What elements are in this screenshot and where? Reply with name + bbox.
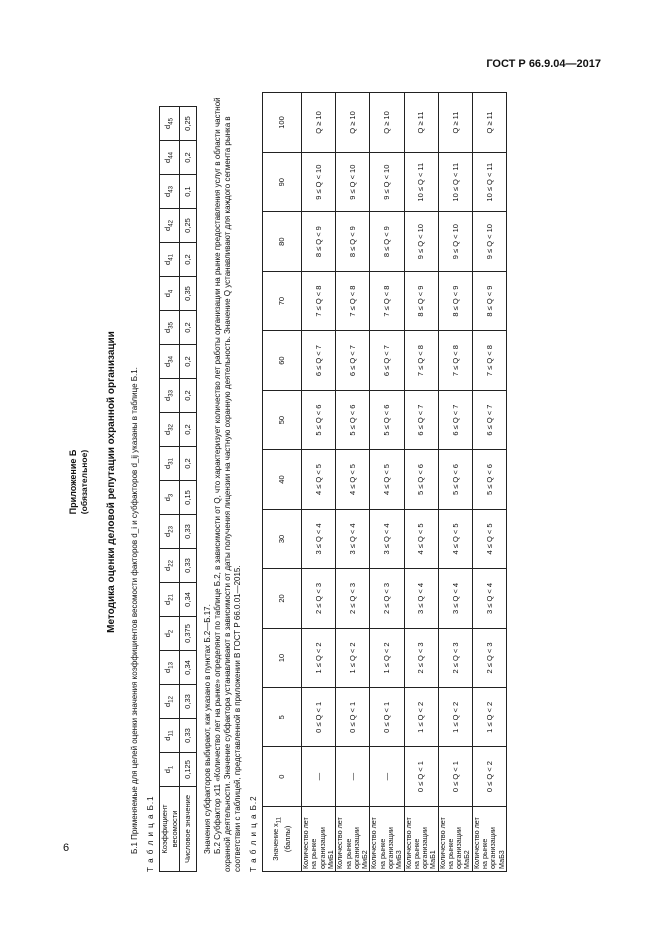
table2-cell: 4 ≤ Q < 5	[404, 509, 438, 568]
rotated-content	[68, 92, 628, 872]
table1-row-value-label: Числовое значение	[180, 787, 197, 872]
table2-cell: 8 ≤ Q < 9	[302, 212, 336, 271]
section-b1-text: Б.1 Применяемые для целей оценки значения коэффициентов весомости факторов d_i и субфакторов d_ij указаны в таблице Б.1.	[130, 367, 140, 854]
table1-col-d42: $d_{42}$	[160, 209, 180, 243]
table2-cell: 3 ≤ Q < 4	[472, 569, 506, 628]
table2-cell: 9 ≤ Q < 10	[370, 152, 404, 211]
table2-cell: 2 ≤ Q < 3	[370, 569, 404, 628]
table1-col-d33: $d_{33}$	[160, 379, 180, 413]
table1-value-d33: 0,2	[180, 379, 197, 413]
table1-value-d13: 0,34	[180, 651, 197, 685]
table2-cell: 3 ≤ Q < 4	[336, 509, 370, 568]
table2-cell: 8 ≤ Q < 9	[404, 271, 438, 330]
table2-row	[438, 93, 472, 872]
table2-cell: 2 ≤ Q < 3	[438, 628, 472, 687]
table2-cell: 6 ≤ Q < 7	[472, 390, 506, 449]
table1-col-d11: $d_{11}$	[160, 719, 180, 753]
table2-cell: 9 ≤ Q < 10	[336, 152, 370, 211]
document-header: ГОСТ Р 66.9.04—2017	[486, 58, 601, 70]
table2-cell: 5 ≤ Q < 6	[302, 390, 336, 449]
table2-score-5: 5	[263, 688, 302, 747]
table2-cell: 4 ≤ Q < 5	[438, 509, 472, 568]
table2-cell: 0 ≤ Q < 2	[472, 747, 506, 806]
table2-cell: 8 ≤ Q < 9	[336, 212, 370, 271]
table1-col-d1: $d_1$	[160, 753, 180, 787]
table2-cell: 10 ≤ Q < 11	[438, 152, 472, 211]
table2-cell: 1 ≤ Q < 2	[404, 688, 438, 747]
table2-cell: 2 ≤ Q < 3	[472, 628, 506, 687]
table2-cell: 4 ≤ Q < 5	[336, 450, 370, 509]
table2-cell: 0 ≤ Q < 1	[438, 747, 472, 806]
table2-score-50: 50	[263, 390, 302, 449]
table2-cell: 9 ≤ Q < 10	[302, 152, 336, 211]
table2-score-80: 80	[263, 212, 302, 271]
table2-cell: 3 ≤ Q < 4	[404, 569, 438, 628]
table1-value-d4: 0,35	[180, 277, 197, 311]
table1-col-d22: $d_{22}$	[160, 549, 180, 583]
table2-cell: 10 ≤ Q < 11	[472, 152, 506, 211]
table1-value-d43: 0,1	[180, 175, 197, 209]
table1-value-d2: 0,375	[180, 617, 197, 651]
table-b2	[262, 92, 507, 872]
table2-cell: Q ≥ 10	[370, 93, 404, 153]
table2-cell: 3 ≤ Q < 4	[370, 509, 404, 568]
table1-col-d44: $d_{44}$	[160, 141, 180, 175]
table2-cell: 4 ≤ Q < 5	[370, 450, 404, 509]
table1-value-d1: 0,125	[180, 753, 197, 787]
table1-col-d4: $d_4$	[160, 277, 180, 311]
table2-cell: 9 ≤ Q < 10	[438, 212, 472, 271]
table2-cell: 5 ≤ Q < 6	[438, 450, 472, 509]
table1-value-d23: 0,33	[180, 515, 197, 549]
table2-cell: 1 ≤ Q < 2	[336, 628, 370, 687]
table1-label: Т а б л и ц а Б.1	[146, 795, 156, 872]
table2-row	[302, 93, 336, 872]
table1-value-d31: 0,2	[180, 447, 197, 481]
table2-cell: 5 ≤ Q < 6	[336, 390, 370, 449]
table2-cell: 0 ≤ Q < 1	[302, 688, 336, 747]
table-b1	[159, 106, 197, 872]
table2-cell: 0 ≤ Q < 1	[404, 747, 438, 806]
table2-score-60: 60	[263, 331, 302, 390]
table2-cell: 8 ≤ Q < 9	[370, 212, 404, 271]
table1-value-d35: 0,2	[180, 311, 197, 345]
table2-cell: 1 ≤ Q < 2	[472, 688, 506, 747]
table1-value-d42: 0,25	[180, 209, 197, 243]
table1-col-d45: $d_{45}$	[160, 107, 180, 141]
table2-cell: 7 ≤ Q < 8	[336, 271, 370, 330]
table2-cell: 8 ≤ Q < 9	[472, 271, 506, 330]
table2-cell: 6 ≤ Q < 7	[302, 331, 336, 390]
table1-col-d32: $d_{32}$	[160, 413, 180, 447]
table2-cell: Q ≥ 11	[472, 93, 506, 153]
table1-col-d41: $d_{41}$	[160, 243, 180, 277]
table2-cell: 5 ≤ Q < 6	[472, 450, 506, 509]
table2-cell: 8 ≤ Q < 9	[438, 271, 472, 330]
table2-cell: Q ≥ 10	[336, 93, 370, 153]
table2-score-10: 10	[263, 628, 302, 687]
table1-value-d22: 0,33	[180, 549, 197, 583]
appendix-title: Приложение Б	[68, 449, 78, 515]
table1-col-d23: $d_{23}$	[160, 515, 180, 549]
table2-label: Т а б л и ц а Б.2	[249, 795, 259, 872]
table2-row-name: Количество лет на рынке организации МиБ2	[336, 806, 370, 871]
table2-cell: 3 ≤ Q < 4	[302, 509, 336, 568]
table2-cell: 7 ≤ Q < 8	[472, 331, 506, 390]
table2-score-40: 40	[263, 450, 302, 509]
table2-cell: 1 ≤ Q < 2	[302, 628, 336, 687]
table2-cell: Q ≥ 10	[302, 93, 336, 153]
appendix-subtitle: (обязательное)	[79, 449, 90, 515]
table2-row	[472, 93, 506, 872]
table1-value-d32: 0,2	[180, 413, 197, 447]
table2-cell: 7 ≤ Q < 8	[438, 331, 472, 390]
table2-cell: 0 ≤ Q < 1	[370, 688, 404, 747]
table2-cell: 6 ≤ Q < 7	[438, 390, 472, 449]
table1-col-d2: $d_2$	[160, 617, 180, 651]
table1-col-d21: $d_{21}$	[160, 583, 180, 617]
table2-row-name: Количество лет на рынке организации МиБ3	[370, 806, 404, 871]
table2-cell: 10 ≤ Q < 11	[404, 152, 438, 211]
table2-cell: 6 ≤ Q < 7	[336, 331, 370, 390]
table1-value-d34: 0,2	[180, 345, 197, 379]
table2-cell: 4 ≤ Q < 5	[302, 450, 336, 509]
table2-cell: 1 ≤ Q < 2	[370, 628, 404, 687]
table2-cell: 2 ≤ Q < 3	[404, 628, 438, 687]
table2-score-90: 90	[263, 152, 302, 211]
table2-score-70: 70	[263, 271, 302, 330]
table2-cell: 7 ≤ Q < 8	[404, 331, 438, 390]
table2-score-100: 100	[263, 93, 302, 153]
table2-cell: 6 ≤ Q < 7	[404, 390, 438, 449]
table1-col-d34: $d_{34}$	[160, 345, 180, 379]
table2-header-label: Значение $x_{11}$ (баллы)	[263, 806, 302, 871]
note-after-table1: Значения субфакторов выбирают, как указано в пунктах Б.2—Б.17.	[203, 604, 213, 854]
table2-score-30: 30	[263, 509, 302, 568]
table1-value-d12: 0,33	[180, 685, 197, 719]
table2-cell: 1 ≤ Q < 2	[438, 688, 472, 747]
table2-cell: —	[302, 747, 336, 806]
table1-col-d35: $d_{35}$	[160, 311, 180, 345]
table1-value-d3: 0,15	[180, 481, 197, 515]
table1-col-d3: $d_3$	[160, 481, 180, 515]
table2-cell: 5 ≤ Q < 6	[370, 390, 404, 449]
table2-cell: 0 ≤ Q < 1	[336, 688, 370, 747]
table1-value-d44: 0,2	[180, 141, 197, 175]
table2-row-name: Количество лет на рынке организации МаБ3	[472, 806, 506, 871]
appendix-heading: Методика оценки деловой репутации охранной организации	[105, 331, 117, 633]
table1-value-d45: 0,25	[180, 107, 197, 141]
table2-cell: 7 ≤ Q < 8	[302, 271, 336, 330]
table1-col-d43: $d_{43}$	[160, 175, 180, 209]
table2-cell: Q ≥ 11	[404, 93, 438, 153]
table2-cell: Q ≥ 11	[438, 93, 472, 153]
table1-col-d13: $d_{13}$	[160, 651, 180, 685]
table2-cell: 2 ≤ Q < 3	[336, 569, 370, 628]
table1-row-header: Коэффициент весомости	[160, 787, 180, 872]
table1-value-d41: 0,2	[180, 243, 197, 277]
table2-cell: 5 ≤ Q < 6	[404, 450, 438, 509]
table2-score-20: 20	[263, 569, 302, 628]
table2-cell: 7 ≤ Q < 8	[370, 271, 404, 330]
table1-col-d12: $d_{12}$	[160, 685, 180, 719]
page-number: 6	[63, 842, 70, 854]
table2-cell: 3 ≤ Q < 4	[438, 569, 472, 628]
section-b2-text: Б.2 Субфактор x11 «Количество лет на рынке» определяют по таблице Б.2, в зависимости от Q, что характеризует количество лет работы организации на рынке предоставления услуг в области частной охранной деятельности. Значение субфактора устанавливают в зависимости от даты получения лицензии на частную охранную деятельность. Значение Q устанавливают для каждого сегмента рынка в соответствии с таблицей, представленной в приложении В ГОСТ Р 66.0.01—2015.	[213, 97, 243, 872]
table2-row-name: Количество лет на рынке организации МаБ1	[404, 806, 438, 871]
table2-cell: 4 ≤ Q < 5	[472, 509, 506, 568]
table2-row	[404, 93, 438, 872]
table2-row-name: Количество лет на рынке организации МиБ1	[302, 806, 336, 871]
table2-score-0: 0	[263, 747, 302, 806]
table1-value-d11: 0,33	[180, 719, 197, 753]
table2-cell: —	[336, 747, 370, 806]
table2-cell: 9 ≤ Q < 10	[472, 212, 506, 271]
table1-col-d31: $d_{31}$	[160, 447, 180, 481]
table2-cell: 6 ≤ Q < 7	[370, 331, 404, 390]
table1-value-d21: 0,34	[180, 583, 197, 617]
table2-cell: 2 ≤ Q < 3	[302, 569, 336, 628]
table2-row-name: Количество лет на рынке организации МаБ2	[438, 806, 472, 871]
table2-row	[336, 93, 370, 872]
table2-cell: 9 ≤ Q < 10	[404, 212, 438, 271]
table2-cell: —	[370, 747, 404, 806]
table2-row	[370, 93, 404, 872]
